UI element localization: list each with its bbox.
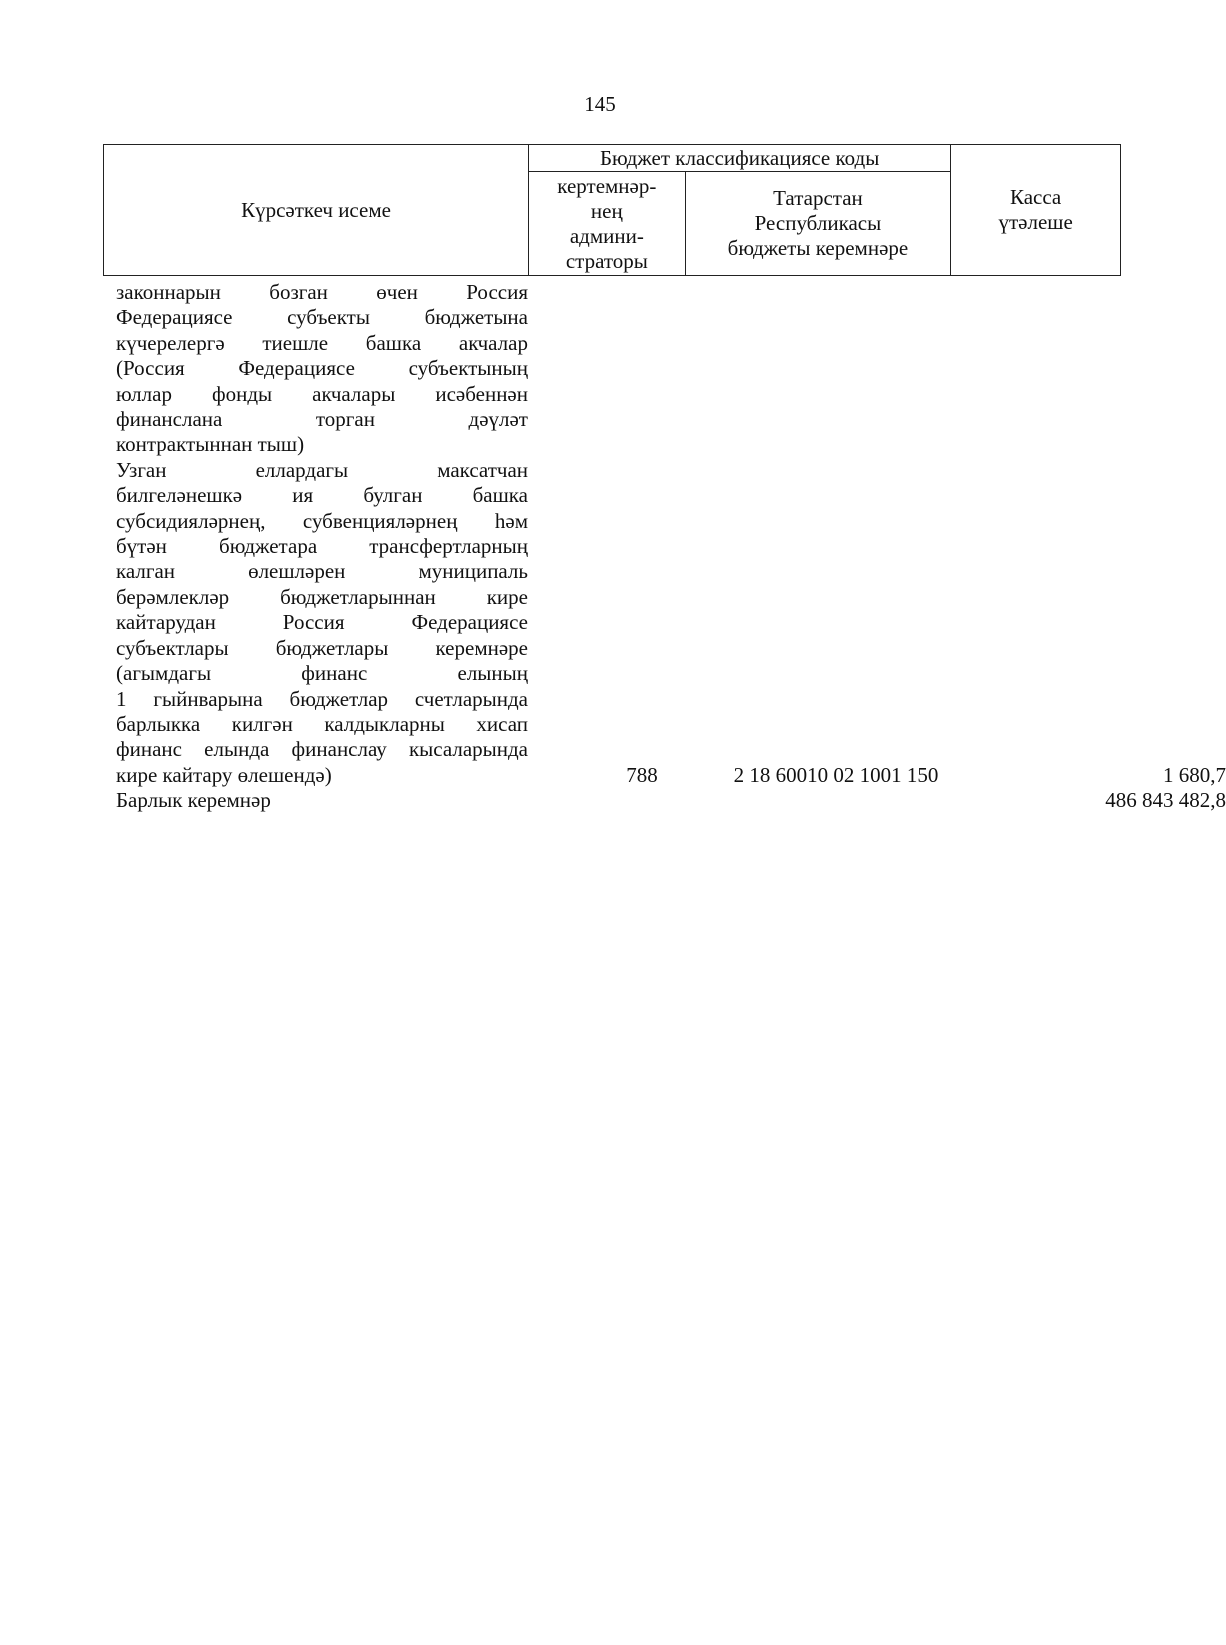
row-name-line: субсидияләрнең, субвенцияләрнең һәм [116, 508, 528, 533]
column-header-revenue-code: Татарстан Республикасы бюджеты керемнәре [685, 172, 951, 276]
column-header-name: Күрсәткеч исеме [104, 145, 529, 276]
row-revenue-code: 2 18 60010 02 1001 150 [733, 762, 939, 787]
row-name-line: кире кайтару өлешендә) [116, 762, 332, 787]
row-name-line: финанслана торган дәүләт [116, 407, 528, 432]
table-row [116, 457, 1226, 788]
row-name-line: (агымдагы финанс елының [116, 661, 528, 686]
row-name-text [116, 788, 528, 813]
row-name-line: законнарын бозган өчен Россия [116, 280, 528, 304]
budget-table-header [103, 144, 1121, 276]
row-name-text [116, 458, 528, 788]
row-name-line: берәмлекләр бюджетларыннан кире [116, 584, 528, 609]
row-name-line: контрактыннан тыш) [116, 432, 305, 457]
table-body [116, 280, 1226, 814]
table-row-total [116, 788, 1226, 813]
row-name-line: бүтән бюджетара трансфертларның [116, 534, 528, 559]
row-name-line: Федерациясе субъекты бюджетына [116, 305, 528, 330]
row-name-line: (Россия Федерациясе субъектының [116, 356, 528, 381]
row-name-line: финанс елында финанслау кысаларында [116, 737, 528, 762]
row-name-line: 1 гыйнварына бюджетлар счетларында [116, 686, 528, 711]
row-admin-code: 788 [626, 762, 658, 787]
row-name-line: Барлык керемнәр [116, 788, 271, 813]
row-name-line: барлыкка килгән калдыкларны хисап [116, 711, 528, 736]
row-name-line: субъектлары бюджетлары керемнәре [116, 635, 528, 660]
row-name-text [116, 280, 528, 458]
column-group-header-budget-code: Бюджет классификациясе коды [529, 145, 951, 172]
column-header-administrators: кертемнәр- нең админи- страторы [529, 172, 686, 276]
row-name-line: юллар фонды акчалары исәбеннән [116, 381, 528, 406]
row-cash-amount: 1 680,7 [1163, 762, 1226, 787]
page-number: 145 [584, 92, 616, 116]
row-name-line: кайтарудан Россия Федерациясе [116, 610, 528, 635]
table-row [116, 280, 1116, 458]
row-cash-amount-total: 486 843 482,8 [1105, 788, 1226, 813]
row-name-line: билгеләнешкә ия булган башка [116, 483, 528, 508]
row-name-line: күчерелергә тиешле башка акчалар [116, 330, 528, 355]
column-header-cash-execution: Касса үтәлеше [951, 145, 1121, 276]
row-name-line: Узган еллардагы максатчан [116, 457, 528, 482]
row-name-line: калган өлешләрен муниципаль [116, 559, 528, 584]
